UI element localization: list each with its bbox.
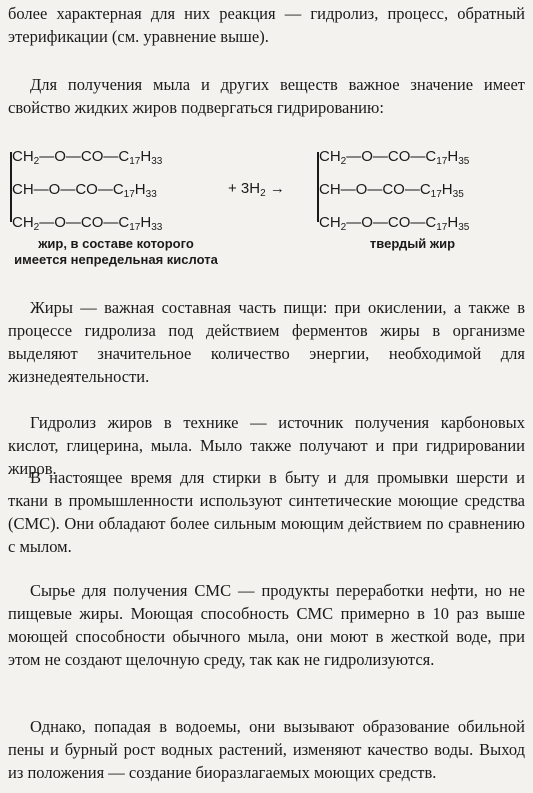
left-molecule (12, 140, 162, 239)
paragraph-hydrolysis: более характерная для них реакция — гидролиз, процесс, обратный этерификации (см. уравнение выше). (8, 4, 525, 46)
paragraph-synthetic-detergents: В настоящее время для стирки в быту и для промывки шерсти и ткани в промышленности используют синтетические моющие средства (СМС). Они обладают более сильным моющим действием по сравнению с мылом. (8, 468, 525, 556)
left-row-3: $CH_2—O—CO—C_{17}H_{33}$ (12, 214, 163, 233)
left-row-1: $CH_2—O—CO—C_{17}H_{33}$ (12, 148, 163, 167)
paragraph-environmental-impact: Однако, попадая в водоемы, они вызывают образование обильной пены и бурный рост водных растений, изменяют качество воды. Выход из положения — создание биоразлагаемых моющих средств. (8, 717, 525, 782)
right-row-3: $CH_2—O—CO—C_{17}H_{35}$ (319, 214, 470, 233)
paragraph-hydrolysis-industry: Гидролиз жиров в технике — источник получения карбоновых кислот, глицерина, мыла. Мыло также получают и при гидрировании жиров. (8, 413, 525, 478)
paragraph-detergent-raw-materials: Сырье для получения СМС — продукты переработки нефти, но не пищевые жиры. Моющая способность СМС примерно в 10 раз выше моющей способности обычного мыла, они моют в жесткой воде, при этом не создают щелочную среду, так как не гидролизуются. (8, 581, 525, 669)
right-caption: твердый жир (369, 236, 456, 251)
right-row-2: $CH—O—CO—C_{17}H_{35}$ (319, 181, 464, 200)
left-caption: жир, в составе которого имеется непредельная кислота (14, 236, 218, 267)
left-row-2: $CH—O—CO—C_{17}H_{33}$ (12, 181, 157, 200)
right-molecule (319, 140, 469, 239)
right-row-1: $CH_2—O—CO—C_{17}H_{35}$ (319, 148, 470, 167)
paragraph-hydrogenation-intro: Для получения мыла и других веществ важное значение имеет свойство жидких жиров подвергаться гидрированию: (8, 75, 525, 117)
paragraph-fats-nutrition: Жиры — важная составная часть пищи: при окислении, а также в процессе гидролиза под действием ферментов жиры в организме выделяют значительное количество энергии, необходимой для жизнедеятельности. (8, 298, 525, 386)
reagent-hydrogen: + $3H_2$ → (228, 180, 285, 199)
